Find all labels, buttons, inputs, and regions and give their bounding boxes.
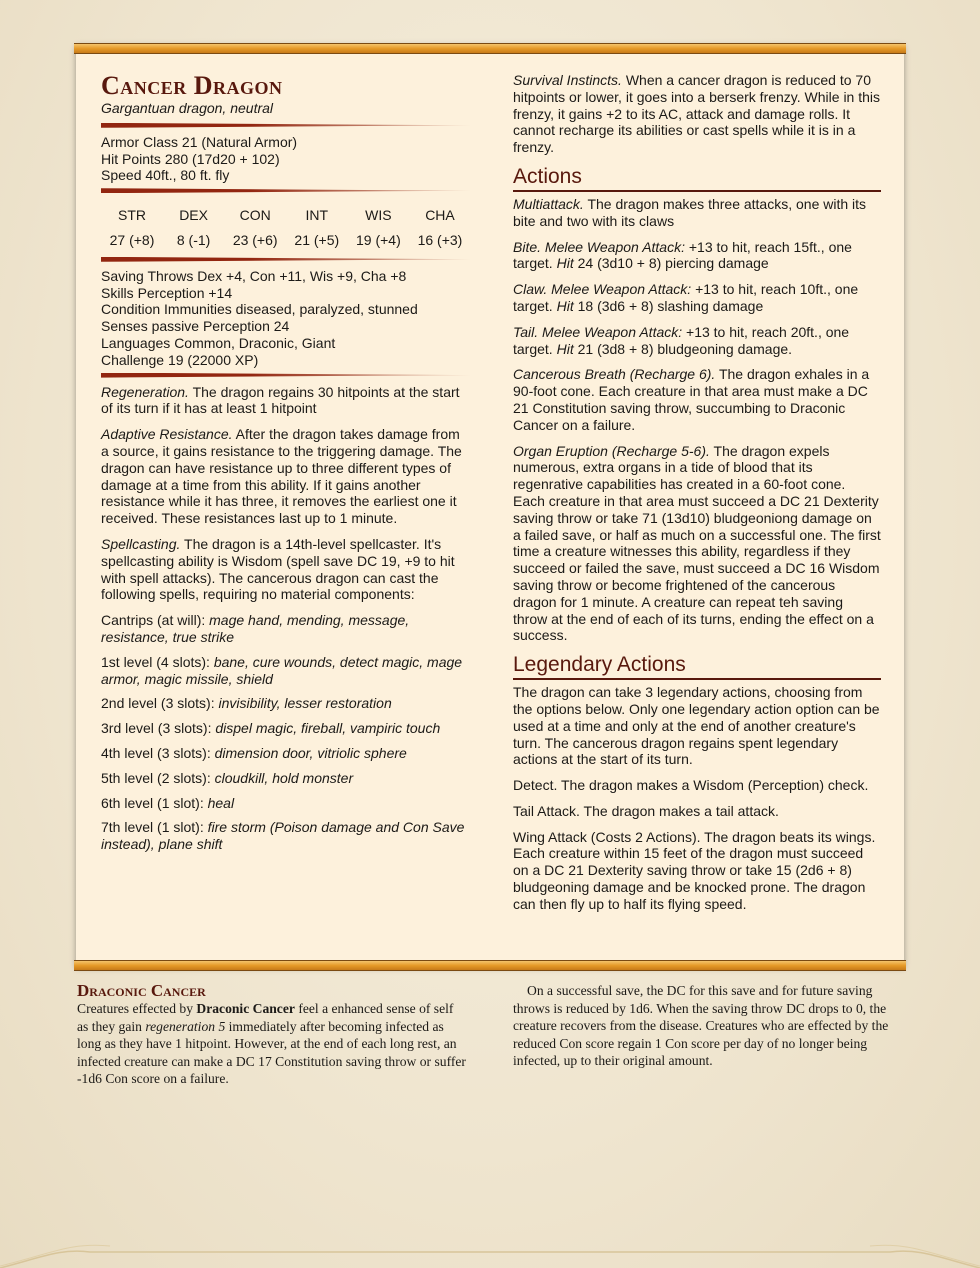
hit-points-value: 280 (17d20 + 102) [164,150,280,167]
senses-label: Senses [101,318,148,335]
action-name: Organ Eruption (Recharge 5-6). [513,442,710,459]
draconic-cancer-title: Draconic Cancer [77,981,206,1000]
action-text: 18 (3d6 + 8) slashing damage [573,297,764,314]
trait-name: Survival Instincts. [513,72,622,88]
ability-value: 8 (-1) [176,231,211,248]
spell-level: 5th level (2 slots): [101,769,215,786]
spell-line [101,745,471,762]
spell-line [101,654,471,688]
action-text: +13 to hit, reach 10ft., one target. [513,281,859,314]
skills-value: Perception +14 [137,284,233,301]
action-name: Cancerous Breath (Recharge 6). [513,366,716,383]
stat-block-left-column [101,72,471,861]
trait-text: When a cancer dragon is reduced to 70 hitpoints or lower, it goes into a berserk frenzy. While in this frenzy, it gains +2 to its AC, attack and damage rolls. It cannot recharge its abilities or cast spells while it is in a frenzy. [513,72,881,156]
hit-label: Hit [556,340,574,357]
draconic-cancer-continued [513,982,903,1070]
legendary-wing-attack [513,829,881,913]
stat-block [76,46,904,968]
legendary-intro: The dragon can take 3 legendary actions, choosing from the options below. Only one legendary action option can be used at a time and only at the end of another creature's turn. The cancerous dragon regains spent legendary actions at the start of its turn. [513,684,880,768]
spell-level: 3rd level (3 slots): [101,720,216,737]
action-claw [513,281,881,315]
armor-class-label: Armor Class [101,133,179,150]
speed-label: Speed [101,167,142,184]
draconic-cancer-reference: Draconic Cancer [513,399,846,433]
monster-type: Gargantuan dragon, neutral [101,100,274,116]
stat-block-top-border [74,43,906,54]
action-text: on a failure. [558,416,636,433]
stat-block-right-column [513,72,881,922]
legendary-tail-attack [513,803,881,820]
legendary-text: The dragon makes a tail attack. [579,802,779,819]
trait-survival-instincts [513,72,881,156]
divider [101,373,471,378]
hit-label: Hit [556,255,574,272]
action-text: 21 (3d8 + 8) bludgeoning damage. [573,340,793,357]
challenge [101,352,471,369]
spell-line [101,695,471,712]
ability-cha [411,207,469,249]
trait-adaptive-resistance [101,426,471,527]
divider [101,257,471,262]
speed [101,167,471,184]
trait-text: After the dragon takes damage from a source, it gains resistance to the triggering damage. The dragon can have resistance up to three different types of damage at a time from this ability. If it gains another resistance while it has three, it removes the earliest one it received. These resistances last up to 1 minute. [101,426,462,527]
trait-name: Adaptive Resistance. [101,426,233,443]
condition-immunities-label: Condition Immunities [101,301,232,318]
legendary-text: The dragon makes a Wisdom (Perception) check. [557,777,869,794]
trait-regeneration [101,384,471,418]
stat-block-bottom-border [74,960,906,971]
trait-text: The dragon is a 14th-level spellcaster. It's spellcasting ability is Wisdom (spell save DC 19, +9 to hit with spell attacks). The cancerous dragon can cast the following spells, requiring no material components: [101,535,455,603]
senses-value: passive Perception 24 [151,318,290,335]
trait-spellcasting [101,536,471,603]
spell-level: 4th level (3 slots): [101,744,215,761]
action-tail [513,324,881,358]
action-name: Tail. [513,323,539,340]
draconic-cancer-paragraph-1 [77,1000,467,1088]
condition-immunities [101,301,471,318]
spell-line [101,819,471,853]
spell-level: Cantrips (at will): [101,612,210,629]
action-multiattack [513,196,881,230]
ability-value: 16 (+3) [417,231,463,248]
body-text: feel a enhanced sense of self as they gain [77,1001,454,1034]
speed-value: 40ft., 80 ft. fly [145,167,230,184]
ability-name: STR [118,207,146,224]
ability-name: DEX [179,207,208,224]
ability-value: 19 (+4) [356,231,401,248]
saving-throws-label: Saving Throws [101,267,194,284]
ability-wis [349,207,407,249]
body-text: Creatures effected by [77,1001,197,1016]
draconic-cancer-section [77,982,467,1088]
page-ornament [0,1228,980,1268]
divider [101,188,471,193]
ability-name: WIS [365,207,392,224]
action-text: The dragon expels numerous, extra organs in a tide of blood that its regenrative capabilities has created in a 60-foot cone. Each creature in that area must succeed a DC 21 Dexterity saving throw or take 71 (13d10) bludgeoniong damage on a failed save, or half as much on a successful one. The first time a creature witnesses this ability, regardless if they succeed or failed the save, must succeed a DC 16 Wisdom saving throw or become frightened of the cancerous dragon for 1 minute. A creature can repeat teh saving throw at the end of each of its turns, ending the effect on a success. [513,442,881,644]
spell-line [101,720,471,737]
languages-value: Common, Draconic, Giant [174,334,336,351]
legendary-name: Tail Attack. [513,802,580,819]
body-text: immediately after becoming infected as long as they have 1 hitpoint. However, at the end of each long rest, an infected creature can make a DC 17 Constitution saving throw or suffer -1d6 Con score on a failure. [77,1018,466,1087]
spell-level: 7th level (1 slot): [101,819,208,836]
monster-name: Cancer Dragon [101,71,283,100]
regeneration-italic: regeneration 5 [145,1018,226,1034]
spell-list: fire storm (Poison damage and Con Save instead), plane shift [101,819,465,853]
action-name: Multiattack. [513,195,584,212]
spell-list: dimension door, vitriolic sphere [214,744,407,761]
attack-type: Melee Weapon Attack: [538,323,683,340]
ability-int [288,207,346,249]
spell-level: 6th level (1 slot): [101,794,208,811]
hit-points-label: Hit Points [101,150,161,167]
spell-level: 2nd level (3 slots): [101,695,219,712]
ability-value: 21 (+5) [294,231,340,248]
legendary-detect [513,777,881,794]
spell-list: dispel magic, fireball, vampiric touch [215,720,441,737]
armor-class [101,134,471,151]
ability-value: 23 (+6) [232,231,278,248]
ability-con [226,207,284,249]
ability-name: CON [239,207,271,224]
challenge-label: Challenge [101,351,165,368]
ability-str [103,207,161,249]
spell-line [101,770,471,787]
saving-throws [101,268,471,285]
action-text: +13 to hit, reach 20ft., one target. [513,323,850,357]
action-cancerous-breath [513,366,881,433]
condition-immunities-value: diseased, paralyzed, stunned [235,301,418,318]
draconic-cancer-bold: Draconic Cancer [196,1001,295,1016]
divider [101,123,471,128]
languages [101,335,471,352]
action-name: Bite. [513,238,542,255]
saving-throws-value: Dex +4, Con +11, Wis +9, Cha +8 [197,267,407,284]
action-organ-eruption [513,443,881,645]
armor-class-value: 21 (Natural Armor) [181,133,298,150]
ability-value: 27 (+8) [109,231,155,248]
legendary-text: The dragon beats its wings. Each creature within 15 feet of the dragon must succeed on a DC 21 Dexterity saving throw or take 15 (2d6 + 8) bludgeoning damage and be knocked prone. The dragon can then fly up to half its flying speed. [513,828,876,912]
trait-text: The dragon regains 30 hitpoints at the start of its turn if it has at least 1 hitpoint [101,383,460,417]
skills-label: Skills [101,284,134,301]
action-text: The dragon exhales in a 90-foot cone. Each creature in that area must make a DC 21 Constitution saving throw, succumbing to [513,366,870,416]
trait-name: Regeneration. [101,383,189,400]
hit-label: Hit [556,297,574,314]
draconic-cancer-paragraph-2: On a successful save, the DC for this save and for future saving throws is reduced by 1d6. When the saving throw DC drops to 0, the creature recovers from the disease. Creatures who are effected by the reduced Con score regain 1 Con score per day of no longer being infected, up to their original amount. [513,983,889,1069]
skills [101,285,471,302]
attack-type: Melee Weapon Attack: [547,281,692,298]
spell-line [101,612,471,646]
ability-name: INT [305,207,329,224]
action-bite [513,239,881,273]
challenge-value: 19 (22000 XP) [167,351,259,368]
spell-list: bane, cure wounds, detect magic, mage armor, magic missile, shield [101,653,463,687]
spell-list: heal [207,794,235,811]
legendary-actions-heading: Legendary Actions [513,653,881,680]
senses [101,318,471,335]
attack-type: Melee Weapon Attack: [541,238,685,255]
ability-dex [165,207,223,249]
hit-points [101,151,471,168]
action-text: +13 to hit, reach 15ft., one target. [513,238,852,272]
action-text: 24 (3d10 + 8) piercing damage [573,255,769,272]
spell-level: 1st level (4 slots): [101,653,214,670]
actions-heading: Actions [513,165,881,192]
spell-list: cloudkill, hold monster [214,769,354,786]
ability-scores [101,207,471,249]
spell-line [101,795,471,812]
languages-label: Languages [101,334,171,351]
trait-name: Spellcasting. [101,535,181,552]
legendary-name: Wing Attack (Costs 2 Actions). [513,828,701,845]
legendary-name: Detect. [513,777,558,794]
action-text: The dragon makes three attacks, one with its bite and two with its claws [513,195,867,229]
spell-list: invisibility, lesser restoration [218,695,392,712]
spell-list: mage hand, mending, message, resistance, true strike [101,612,410,645]
ability-name: CHA [425,207,455,224]
action-name: Claw. [513,281,548,298]
